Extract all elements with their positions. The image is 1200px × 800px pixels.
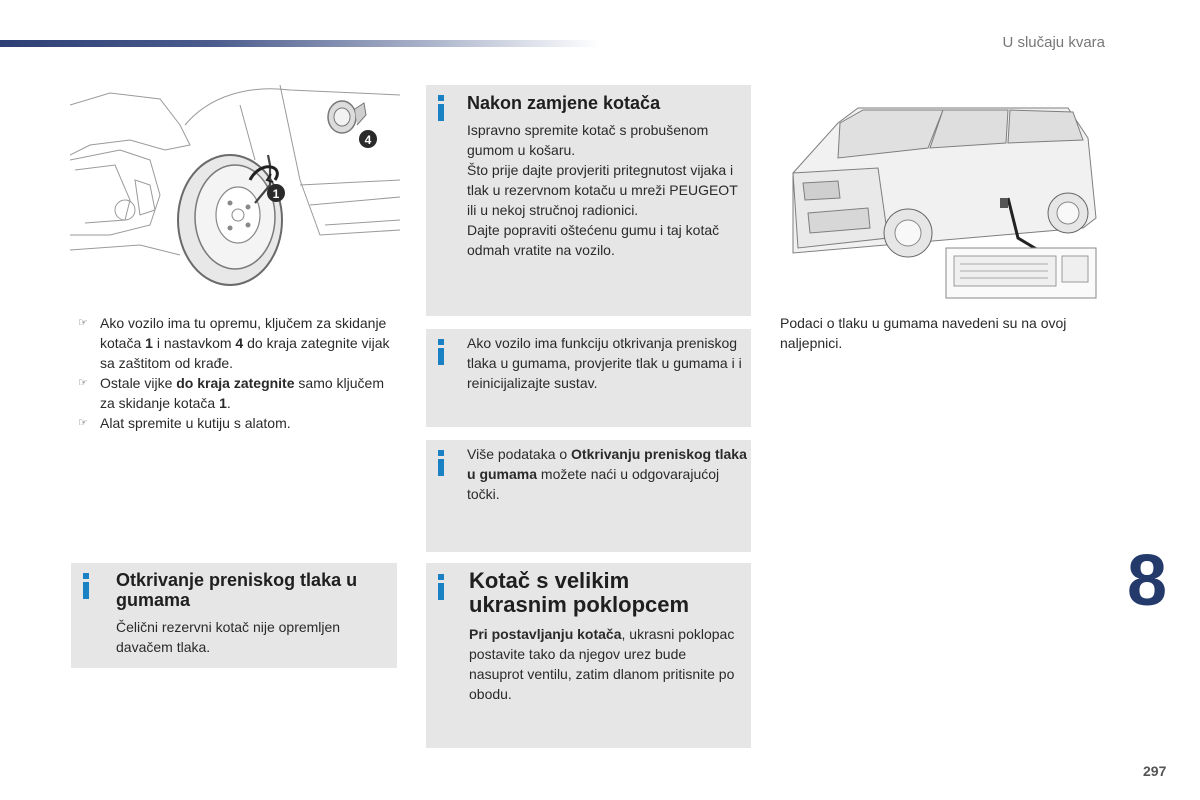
van-illustration — [778, 88, 1103, 300]
hand-pointer-icon: ☞ — [78, 317, 88, 329]
callout-4-label: 4 — [364, 133, 372, 147]
callout-1-label: 1 — [272, 187, 280, 201]
tpms-box-title: Otkrivanje preniskog tlaka u gumama — [116, 570, 358, 610]
more-info-box — [426, 440, 751, 552]
detection-box — [426, 329, 751, 427]
more-info-text: Više podataka o Otkrivanju preniskog tlaka u gumama možete naći u odgovarajućoj točki. — [467, 446, 747, 502]
list-item: ☞ Ako vozilo ima tu opremu, ključem za skidanje kotača 1 i nastavkom 4 do kraja zategnite vijak sa zaštitom od krađe. — [78, 315, 390, 371]
hand-pointer-icon: ☞ — [78, 377, 88, 389]
page-number: 297 — [1143, 763, 1167, 779]
hubcap-title: Kotač s velikim ukrasnim poklopcem — [469, 568, 690, 617]
van-caption: Podaci o tlaku u gumama navedeni su na ovoj naljepnici. — [780, 315, 1067, 351]
hubcap-text: Pri postavljanju kotača, ukrasni poklopac postavite tako da njegov urez bude nasuprot ventilu, zatim dlanom pritisnite po obodu. — [469, 626, 735, 702]
spare-wheel-illustration — [70, 85, 400, 290]
after-change-box — [426, 85, 751, 316]
instruction-list — [78, 313, 398, 433]
after-change-title: Nakon zamjene kotača — [467, 93, 661, 113]
list-item: ☞ Alat spremite u kutiju s alatom. — [78, 415, 291, 431]
hand-pointer-icon: ☞ — [78, 417, 88, 429]
tpms-box-text: Čelični rezervni kotač nije opremljen davačem tlaka. — [116, 619, 341, 655]
hubcap-box — [426, 563, 751, 748]
list-item: ☞ Ostale vijke do kraja zategnite samo ključem za skidanje kotača 1. — [78, 375, 384, 411]
section-title: U slučaju kvara — [1002, 34, 1105, 51]
after-change-text: Ispravno spremite kotač s probušenom gumom u košaru. Što prije dajte provjeriti pritegnutost vijaka i tlak u rezervnom kotaču u mreži PEUGEOT ili u nekoj stručnoj radionici. Dajte popraviti oštećenu gumu i taj kotač odmah vratite na vozilo. — [467, 122, 738, 258]
detection-text: Ako vozilo ima funkciju otkrivanja preniskog tlaka u gumama, provjerite tlak u gumama i i reinicijalizajte sustav. — [467, 335, 742, 391]
chapter-number: 8 — [1127, 541, 1168, 621]
header-gradient-bar — [0, 40, 600, 47]
tpms-info-box — [71, 563, 397, 668]
